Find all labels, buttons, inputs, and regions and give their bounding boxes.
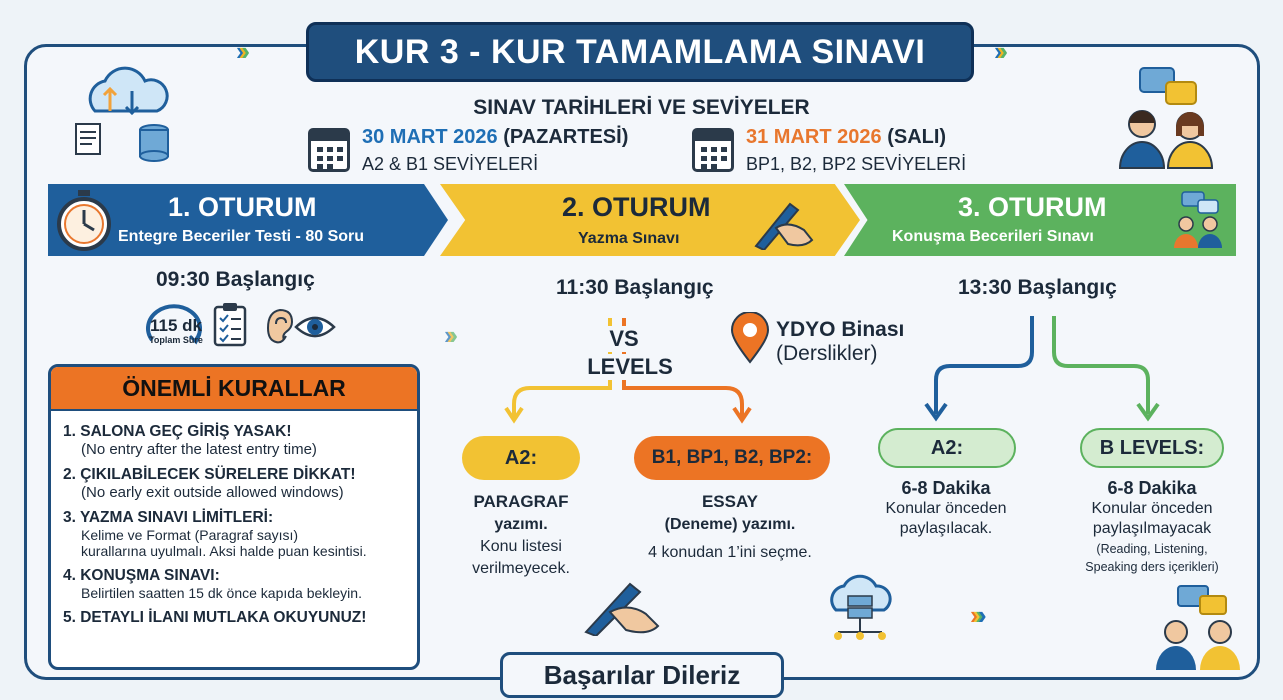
session-2-title: 2. OTURUM (562, 192, 711, 222)
dates-heading: SINAV TARİHLERİ VE SEVİYELER (473, 96, 810, 119)
page-title: KUR 3 - KUR TAMAMLAMA SINAVI (306, 22, 974, 82)
rule-title: 1. SALONA GEÇ GİRİŞ YASAK! (63, 423, 292, 440)
date-2-date: 31 MART 2026 (746, 126, 882, 148)
speaking-a2-pill: A2: (878, 428, 1016, 468)
chevrons-icon: ›››› (970, 600, 981, 630)
session-3-title: 3. OTURUM (958, 192, 1107, 222)
rule-detail: Kelime ve Format (Paragraf sayısı) (81, 527, 299, 543)
speaking-b-line5: Speaking ders içerikleri) (1085, 560, 1219, 574)
rule-title: 3. YAZMA SINAVI LİMİTLERİ: (63, 509, 274, 526)
speaking-b-pill: B LEVELS: (1080, 428, 1224, 468)
chevrons-right-icon: ››› (994, 36, 1003, 66)
writing-a2-line2: yazımı. (494, 516, 548, 533)
rule-title: 4. KONUŞMA SINAVI: (63, 567, 220, 584)
writing-hand-icon (580, 576, 662, 636)
speaking-b-line2: Konular önceden (1091, 500, 1213, 517)
writing-b-pill: B1, BP1, B2, BP2: (634, 436, 830, 480)
writing-b-line3: 4 konudan 1’ini seçme. (648, 544, 812, 561)
date-2-day: (SALI) (887, 126, 947, 148)
rule-detail: Belirtilen saatten 15 dk önce kapıda bekleyin. (81, 585, 362, 601)
date-1-day: (PAZARTESİ) (503, 126, 629, 148)
session-1-time: 09:30 Başlangıç (156, 268, 315, 291)
rule-title: 2. ÇIKILABİLECEK SÜRELERE DİKKAT! (63, 466, 356, 483)
date-2-levels: BP1, B2, BP2 SEVİYELERİ (746, 154, 967, 174)
session-3-subtitle: Konuşma Becerileri Sınavı (892, 228, 1094, 245)
speaking-b-line4: (Reading, Listening, (1096, 542, 1208, 556)
session-1-subtitle: Entegre Beceriler Testi - 80 Soru (118, 228, 365, 245)
location-name: YDYO Binası (776, 318, 905, 341)
session-2-subtitle: Yazma Sınavı (578, 230, 680, 247)
date-1-levels: A2 & B1 SEVİYELERİ (362, 154, 539, 174)
people-chat-icon (1150, 584, 1246, 670)
speaking-a2-line1: 6-8 Dakika (901, 478, 991, 498)
writing-a2-pill: A2: (462, 436, 580, 480)
session-3-time: 13:30 Başlangıç (958, 276, 1117, 299)
speaking-b-line1: 6-8 Dakika (1107, 478, 1197, 498)
duration-value: 115 dk (150, 316, 202, 335)
session-2-time: 11:30 Başlangıç (556, 276, 714, 299)
writing-b-line1: ESSAY (701, 492, 759, 511)
chevrons-icon: ››› (444, 320, 453, 350)
rule-title: 5. DETAYLI İLANI MUTLAKA OKUYUNUZ! (63, 609, 367, 626)
rule-detail: (No early exit outside allowed windows) (81, 484, 344, 501)
vs-label: VS (594, 326, 654, 352)
levels-label: LEVELS (582, 354, 678, 380)
location-pin-icon (730, 312, 770, 364)
rules-title: ÖNEMLİ KURALLAR (51, 367, 417, 411)
duration-label: Toplam Süre (149, 335, 203, 345)
writing-a2-line1: PARAGRAF (473, 492, 569, 511)
rule-detail: (No entry after the latest entry time) (81, 441, 317, 458)
writing-b-line2: (Deneme) yazımı. (664, 516, 796, 533)
location-detail: (Derslikler) (776, 342, 878, 365)
speaking-a2-line2: Konular önceden (885, 500, 1007, 517)
chevrons-left-icon: ››› (236, 36, 245, 66)
writing-a2-line4: verilmeyecek. (472, 560, 570, 577)
date-1-date: 30 MART 2026 (362, 126, 498, 148)
cloud-server-icon (818, 574, 902, 644)
speaking-b-line3: paylaşılmayacak (1092, 520, 1212, 537)
session-1-title: 1. OTURUM (168, 192, 317, 222)
speaking-a2-line3: paylaşılacak. (899, 520, 993, 537)
writing-a2-line3: Konu listesi (480, 538, 562, 555)
footer-message: Başarılar Dileriz (500, 652, 784, 698)
rule-detail-2: kurallarına uyulmalı. Aksi halde puan kesintisi. (81, 543, 367, 559)
